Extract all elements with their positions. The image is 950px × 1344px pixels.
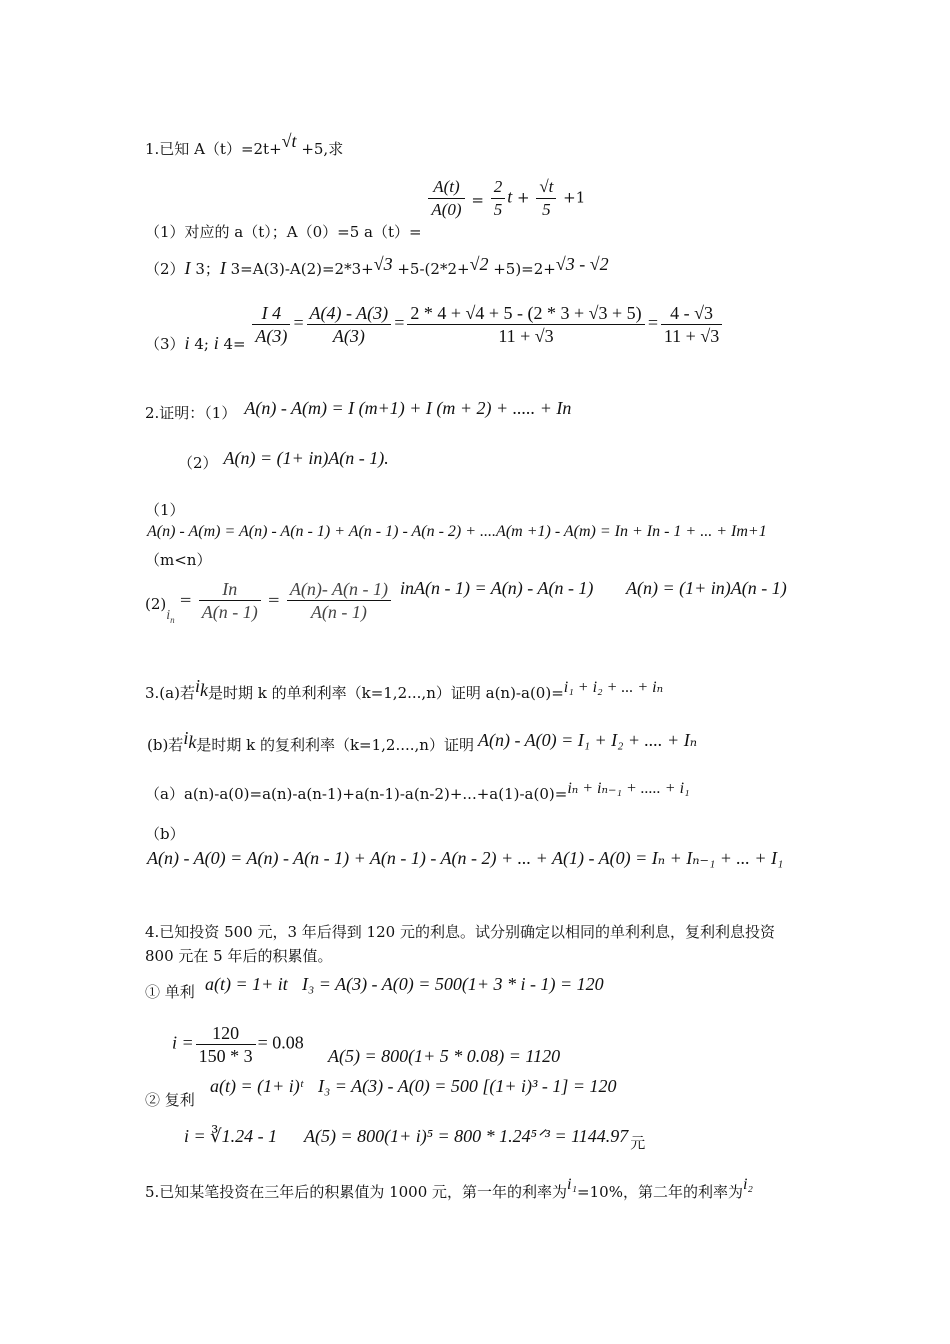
q2-ans1-cond: （m<n）: [145, 551, 212, 569]
q4-compound-eq2: I₃ = A(3) - A(0) = 500 [(1+ i)³ - 1] = 120: [318, 1076, 617, 1096]
q3-sol-b-label: （b）: [145, 825, 185, 843]
q4-stem-line1: 4.已知投资 500 元，3 年后得到 120 元的利息。试分别确定以相同的单利利息，复利利息投资: [145, 923, 775, 941]
q2-ans1-label: （1）: [145, 501, 185, 519]
q4-simple-eq2: I₃ = A(3) - A(0) = 500(1+ 3 * i - 1) = 120: [302, 974, 604, 994]
q1-frac-e: $\frac{A(4) - A(3)}{A(3)}$: [307, 302, 392, 347]
q2-ans2: $(2)i_n$ = $\frac{In}{A(n - 1)}$ = $\frac{A(n)- A(n - 1)}{A(n - 1)}$: [145, 578, 393, 623]
q3-sol-a: （a）a(n)-a(0)=a(n)-a(n-1)+a(n-1)-a(n-2)+...+a(1)-a(0)=iₙ + iₙ₋₁ + ..... + i₁: [145, 780, 690, 803]
q1-stem-text: 1.已知 A（t）=2t+: [145, 140, 282, 158]
q2-stem: 2.证明：（1） A(n) - A(m) = I (m+1) + I (m + 2) + ..... + In: [145, 398, 572, 422]
q3-b-stem: (b)若$i_k$是时期 k 的复利利率（k=1,2....,n）证明 A(n) - A(0) = I₁ + I₂ + .... + Iₙ: [147, 728, 697, 754]
q4-stem-line2: 800 元在 5 年后的积累值。: [145, 947, 333, 965]
q4-compound-a5: A(5) = 800(1+ i)⁵ = 800 * 1.24⁵ᐟ³ = 1144.97 元: [304, 1126, 646, 1152]
q1-frac-d: $\frac{I 4}{A(3)}$: [252, 302, 290, 347]
q1-part2: （2）I 3；I 3=A(3)-A(2)=2*3+√3 +5-(2*2+√2 +5)=2+√3 - √2: [145, 254, 609, 278]
q1-part1-label: （1）对应的 a（t）；A（0）=5 a（t）=: [145, 222, 422, 241]
q4-simple-frac: $\frac{120}{150 * 3}$: [196, 1022, 256, 1067]
q2-ans2-r1: inA(n - 1) = A(n) - A(n - 1): [400, 578, 594, 598]
q1-frac-a: $\frac{A(t)}{A(0)}$: [428, 176, 464, 221]
q2-frac-a: $\frac{In}{A(n - 1)}$: [199, 578, 261, 623]
q4-simple-label: ① 单利: [145, 983, 195, 1001]
q1-frac-f: $\frac{2 * 4 + √4 + 5 - (2 * 3 + √3 + 5)}{11 + √3}$: [407, 302, 644, 347]
q2-frac-b: $\frac{A(n)- A(n - 1)}{A(n - 1)}$: [287, 578, 391, 623]
q5-stem: 5.已知某笔投资在三年后的积累值为 1000 元，第一年的利率为i₁=10%，第二年的利率为i₂: [145, 1176, 753, 1201]
q4-compound-eq1: a(t) = (1+ i)ᵗ: [210, 1076, 303, 1096]
q1-frac-b: $\frac{2}{5}$: [491, 176, 506, 221]
q2-ans1-eq: A(n) - A(m) = A(n) - A(n - 1) + A(n - 1) - A(n - 2) + ....A(m +1) - A(m) = In + In - 1 + ... + Im+1: [147, 523, 767, 540]
q1-stem-text-end: +5,求: [296, 140, 344, 158]
q1-part3: （3）i 4; i 4= $\frac{I 4}{A(3)}$ = $\frac{A(4) - A(3)}{A(3)}$ = $\frac{2 * 4 + √4 + 5 - (2 * 3 + √3 + 5)}{11 + √3}$ = $\frac{4 - √3}{11 + √3}$: [145, 302, 724, 347]
q1-stem-root: √t: [281, 131, 297, 151]
q1-part1: （1）对应的 a（t）；A（0）=5 a（t）= $\frac{A(t)}{A(0)}$ = $\frac{2}{5}$ t + $\frac{√t}{5}$ +1: [145, 177, 586, 241]
q4-simple-a5: A(5) = 800(1+ 5 * 0.08) = 1120: [328, 1046, 561, 1066]
q3-a-stem: 3.(a)若$i_k$是时期 k 的单利利率（k=1,2...,n）证明 a(n)-a(0)=i₁ + i₂ + ... + iₙ: [145, 676, 664, 702]
q2-part2: （2） A(n) = (1+ in)A(n - 1).: [178, 448, 389, 472]
q1-frac-c: $\frac{√t}{5}$: [536, 176, 556, 221]
q1-frac-g: $\frac{4 - √3}{11 + √3}$: [661, 302, 722, 347]
q4-compound-i: i = ∛1.24 - 1: [184, 1126, 278, 1146]
q3-sol-b-eq: A(n) - A(0) = A(n) - A(n - 1) + A(n - 1) - A(n - 2) + ... + A(1) - A(0) = Iₙ + Iₙ₋₁ + ... + I₁: [147, 848, 784, 868]
q2-ans2-r2: A(n) = (1+ in)A(n - 1): [626, 578, 787, 598]
q1-stem: [145, 131, 344, 159]
q4-simple-eq1: a(t) = 1+ it: [205, 974, 288, 994]
q4-compound-label: ② 复利: [145, 1091, 195, 1109]
q4-simple-i: i = $\frac{120}{150 * 3}$ = 0.08: [172, 1023, 304, 1066]
